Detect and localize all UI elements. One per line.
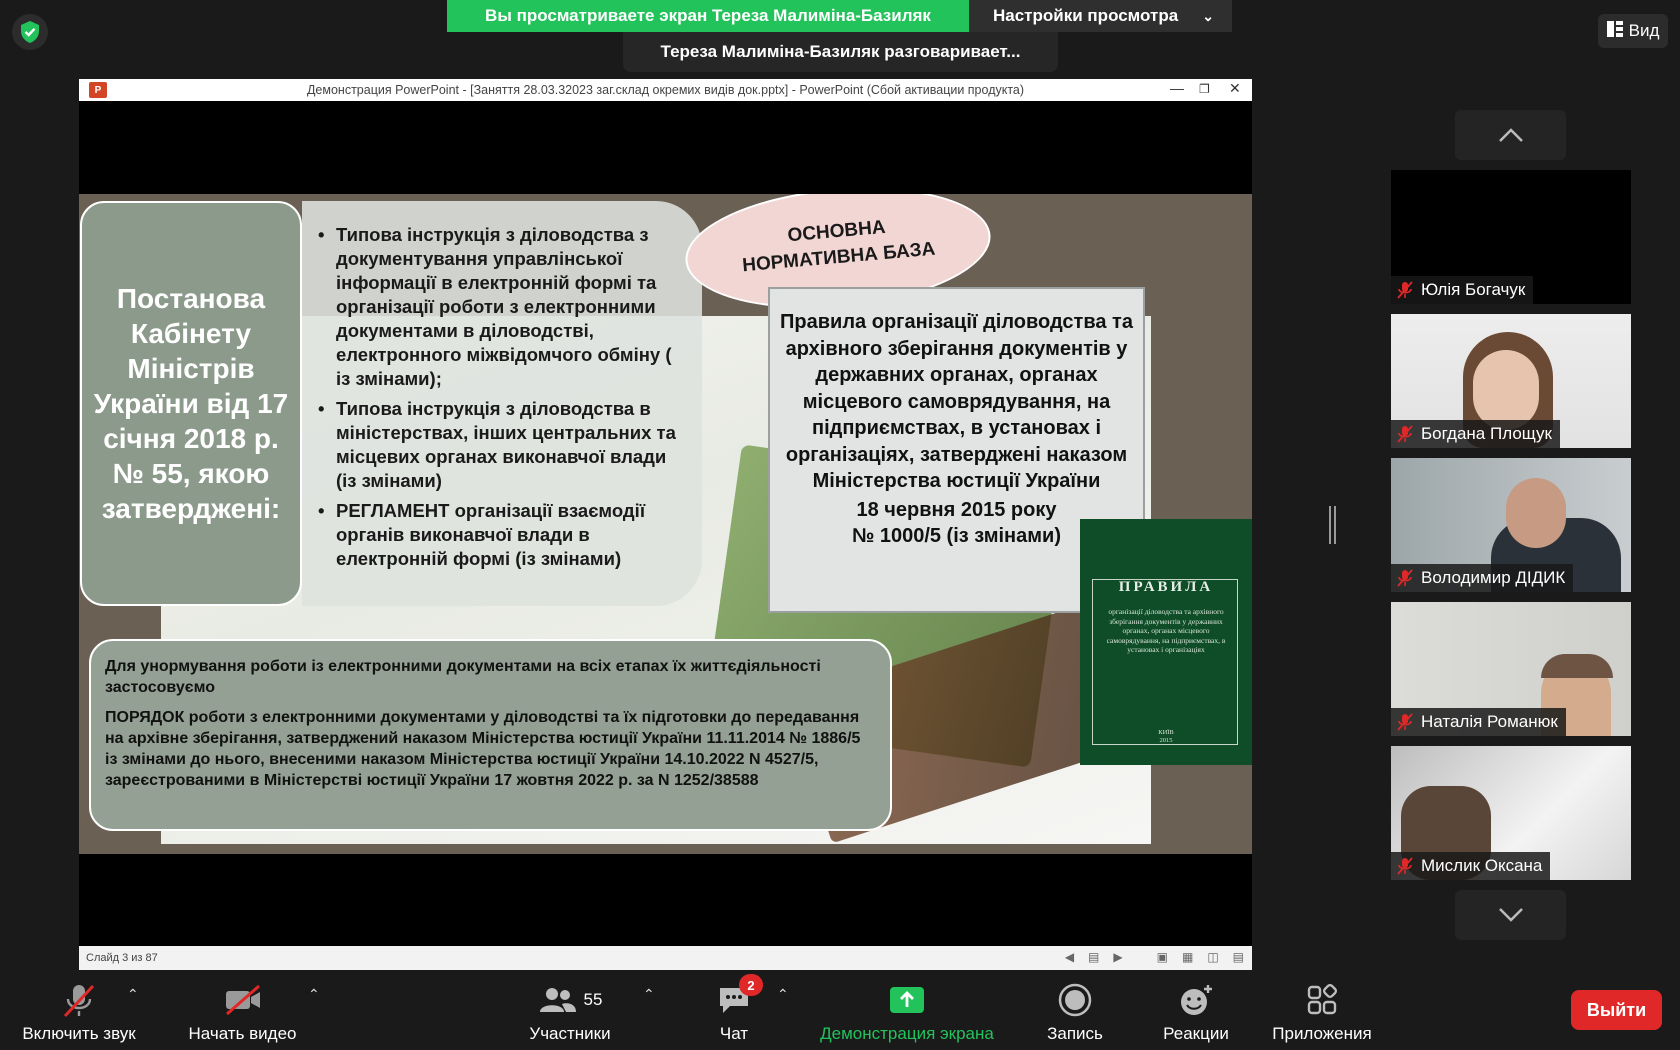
procedure-intro: Для унормування роботи із електронними документами на всіх етапах їх життєдіяльності застосовуємо: [105, 658, 821, 696]
ppt-window-title: Демонстрация PowerPoint - [Заняття 28.03.32023 заг.склад окремих видів док.pptx] - PowerPoint (Сбой активации продукта): [306, 83, 1025, 97]
rules-number: № 1000/5 (із змінами): [851, 525, 1062, 547]
chat-options-caret[interactable]: ⌃: [777, 986, 789, 1002]
mic-muted-icon: [1397, 857, 1413, 875]
slide-letterbox-top: [79, 101, 1252, 194]
book-footer-year: 2015: [1159, 737, 1173, 744]
participants-count: 55: [583, 990, 603, 1009]
chevron-up-icon: [1498, 127, 1524, 143]
ppt-title-bar: [79, 79, 1252, 101]
participant-name: Наталія Романюк: [1421, 712, 1558, 731]
participant-tile[interactable]: [1391, 458, 1631, 592]
participant-tile[interactable]: [1391, 170, 1631, 304]
reading-view-icon: ◫: [1207, 950, 1219, 964]
participants-button[interactable]: [515, 980, 625, 1044]
scroll-up-button[interactable]: [1455, 110, 1566, 160]
mic-muted-icon: [62, 980, 96, 1020]
procedure-text: ПОРЯДОК роботи з електронними документами у діловодстві та їх підготовки до передавання на архівне зберігання, затверджений наказом Міністерства юстиції України 11.11.2014 № 1886/5 із змінами до нього, внесеними наказом Міністерства юстиції України 14.10.2022 N 4527/5, зареєстрованими в Міністерстві юстиції України 17 жовтня 2022 р. за N 1252/38588: [105, 709, 861, 789]
apps-icon: [1306, 980, 1338, 1020]
restore-icon: ❐: [1199, 82, 1210, 96]
audio-options-caret[interactable]: ⌃: [127, 986, 139, 1002]
chat-label: Чат: [719, 1024, 749, 1043]
view-button-label: Вид: [1628, 21, 1660, 40]
record-button[interactable]: [1040, 980, 1110, 1044]
slide-letterbox-bottom: [79, 854, 1252, 946]
record-label: Запись: [1047, 1024, 1103, 1043]
slide-sorter-icon: ▦: [1181, 950, 1194, 964]
mic-muted-icon: [1397, 569, 1413, 587]
start-video-label: Начать видео: [188, 1024, 297, 1043]
instructions-box: [302, 201, 702, 606]
chevron-down-icon: ⌄: [1202, 8, 1214, 24]
bullet-item: • Типова інструкція з діловодства в міністерствах, інших центральних та місцевих органах виконавчої влади (із змінами): [312, 397, 688, 493]
resolution-box: Постанова Кабінету Міністрів України від 17 січня 2018 р. № 55, якою затверджені:: [80, 201, 302, 606]
participant-name: Богдана Площук: [1421, 424, 1552, 443]
bullet-item: • РЕГЛАМЕНТ організації взаємодії органів виконавчої влади в електронній формі (із змінами): [312, 499, 688, 571]
minimize-icon: —: [1170, 80, 1184, 96]
participant-name: Володимир ДІДИК: [1421, 568, 1566, 587]
book-footer-city: КИЇВ: [1158, 729, 1174, 736]
book-title: ПРАВИЛА: [1118, 579, 1214, 595]
participants-label: Участники: [529, 1024, 611, 1043]
previous-slide-icon: ◀: [1064, 950, 1075, 964]
participants-options-caret[interactable]: ⌃: [643, 986, 655, 1002]
speaking-indicator: Тереза Малиміна-Базиляк разговаривает...: [623, 32, 1058, 72]
start-video-button[interactable]: [180, 980, 305, 1044]
share-screen-label: Демонстрация экрана: [820, 1024, 994, 1043]
participants-icon: [538, 985, 578, 1015]
slide-counter: Слайд 3 из 87: [86, 952, 158, 964]
normal-view-icon: ▣: [1156, 950, 1168, 964]
book-cover-frame: [1092, 579, 1238, 745]
reactions-button[interactable]: [1156, 980, 1236, 1044]
mic-muted-icon: [1397, 281, 1413, 299]
mic-muted-icon: [1397, 425, 1413, 443]
chat-button[interactable]: [712, 977, 756, 1044]
view-options-dropdown[interactable]: [969, 0, 1232, 32]
mic-muted-icon: [1397, 713, 1413, 731]
participant-tile[interactable]: [1391, 602, 1631, 736]
participant-tile[interactable]: [1391, 746, 1631, 880]
share-screen-icon: [889, 980, 925, 1020]
chat-icon: [717, 977, 755, 1020]
video-options-caret[interactable]: ⌃: [308, 986, 320, 1002]
rules-text: Правила організації діловодства та архівного зберігання документів у державних органах, органах місцевого самоврядування, на підприємствах, в установах і організаціях, затверджені наказом Міністерства юстиції України: [780, 311, 1133, 492]
leave-meeting-button[interactable]: Выйти: [1571, 990, 1662, 1030]
next-slide-icon: ▶: [1113, 950, 1123, 964]
slideshow-icon: ▤: [1232, 950, 1244, 964]
close-icon: ✕: [1229, 80, 1241, 96]
participant-name: Юлія Богачук: [1421, 280, 1526, 299]
ppt-status-bar: [79, 946, 1252, 970]
sharing-banner: Вы просматриваете экран Тереза Малиміна-Базиляк: [447, 0, 969, 32]
security-shield-icon[interactable]: [12, 14, 48, 50]
book-subtitle: організації діловодства та архівного зберігання документів у державних органах, органах місцевого самоврядування, на підприємствах, в установах і організаціях: [1106, 607, 1226, 654]
procedure-box: [89, 639, 892, 831]
reactions-icon: [1178, 980, 1214, 1020]
view-button[interactable]: [1598, 14, 1668, 48]
panel-resize-handle[interactable]: [1329, 506, 1337, 544]
layout-icon: [1607, 21, 1623, 42]
bullet-item: • Типова інструкція з діловодства з документування управлінської інформації в електронній формі та організації роботи з електронними документами в діловодстві, електронного міжвідомчого обміну ( із змінами);: [312, 223, 688, 391]
presentation-slide: [79, 194, 1252, 854]
menu-icon: ▤: [1088, 950, 1100, 964]
book-footer: [1080, 729, 1252, 745]
chevron-down-icon: [1498, 907, 1524, 923]
record-icon: [1058, 980, 1092, 1020]
unmute-label: Включить звук: [22, 1024, 136, 1043]
participant-tile[interactable]: [1391, 314, 1631, 448]
rules-book-cover: [1080, 519, 1252, 765]
chat-unread-badge: 2: [739, 974, 763, 996]
share-screen-button[interactable]: [812, 980, 1002, 1044]
ellipse-line-2: НОРМАТИВНА БАЗА: [741, 238, 937, 277]
apps-label: Приложения: [1272, 1024, 1372, 1043]
unmute-button[interactable]: [14, 980, 144, 1044]
scroll-down-button[interactable]: [1455, 890, 1566, 940]
apps-button[interactable]: [1266, 980, 1378, 1044]
video-off-icon: [223, 980, 263, 1020]
rules-date: 18 червня 2015 року: [856, 498, 1057, 521]
powerpoint-icon: P: [89, 82, 107, 98]
reactions-label: Реакции: [1163, 1024, 1229, 1043]
ellipse-line-1: ОСНОВНА: [786, 216, 887, 247]
view-options-label: Настройки просмотра: [993, 6, 1179, 25]
participant-name: Мислик Оксана: [1421, 856, 1543, 875]
